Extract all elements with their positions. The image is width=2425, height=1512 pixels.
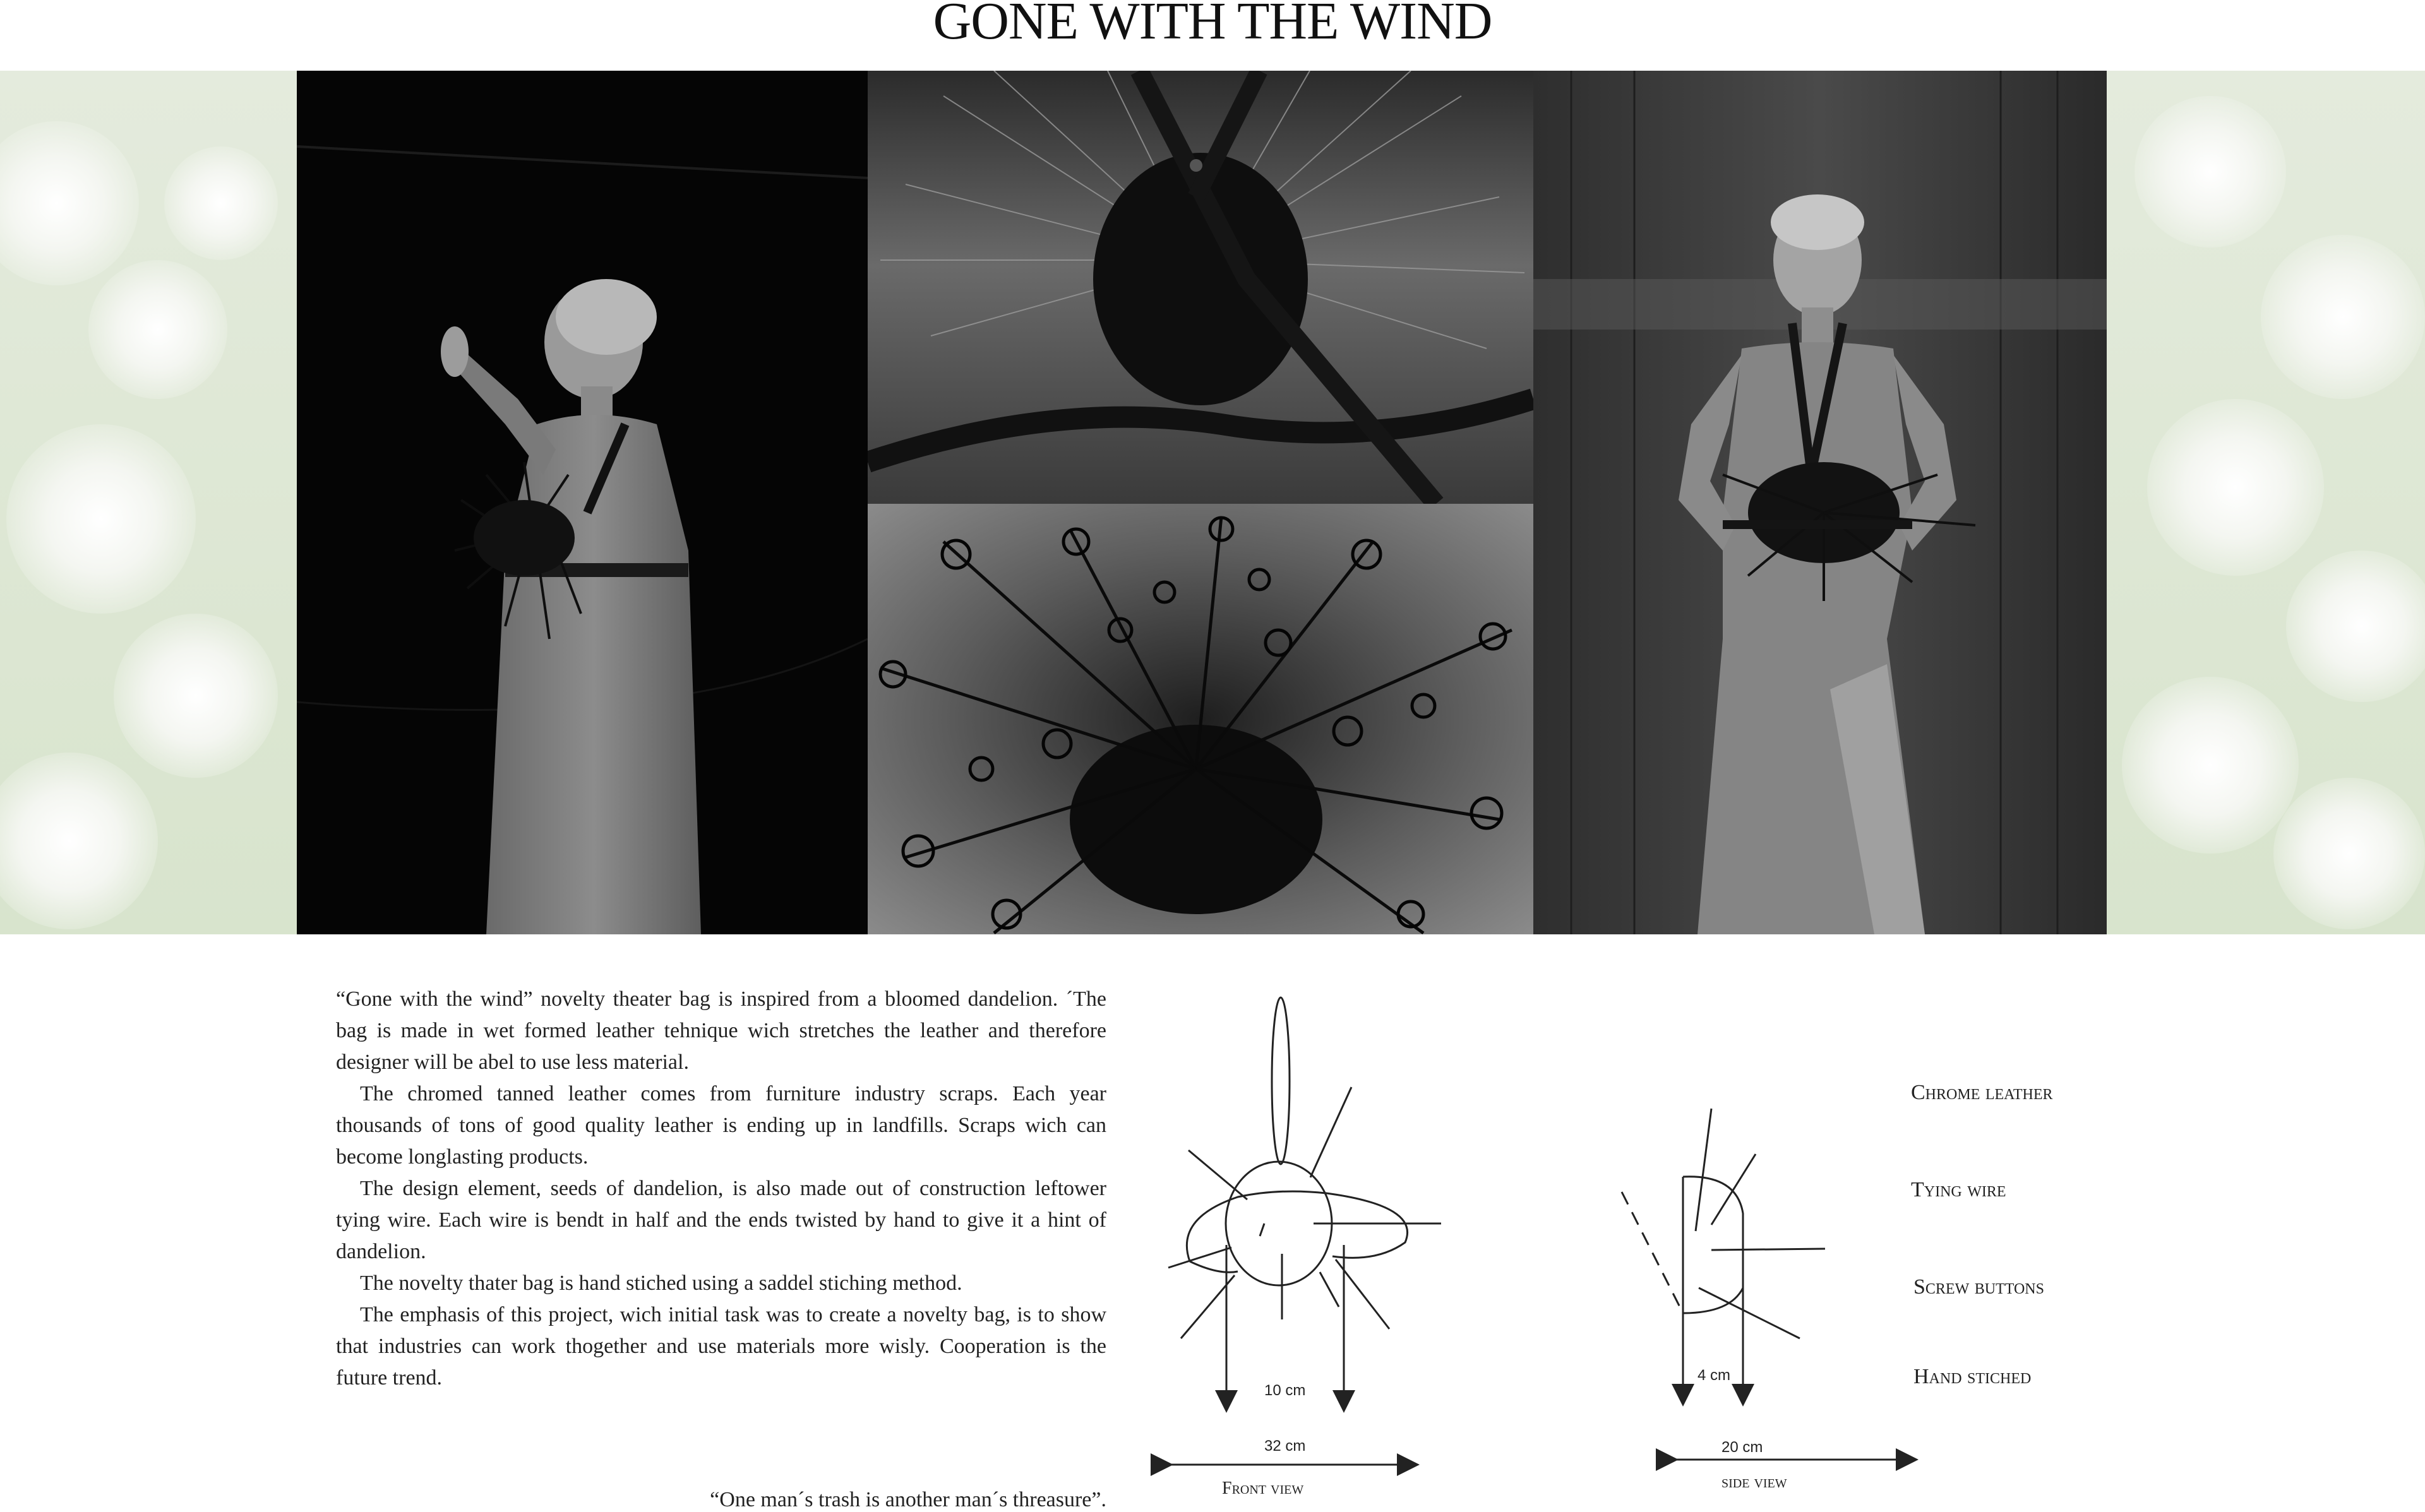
project-description (336, 984, 1106, 1394)
front-view-label: Front view (1222, 1479, 1304, 1498)
page-title: GONE WITH THE WIND (933, 0, 1492, 51)
side-view-drawing (1622, 1109, 1907, 1460)
legend-chrome-leather: Chrome leather (1911, 1081, 2053, 1104)
photo-wire-seeds (868, 504, 1533, 934)
photo-model-front (1533, 71, 2107, 934)
side-view-label: side view (1721, 1472, 1787, 1492)
description-paragraph: The novelty thater bag is hand stiched using a saddel stiching method. (360, 1271, 962, 1295)
front-view-width: 32 cm (1264, 1438, 1306, 1455)
description-paragraph: The emphasis of this project, wich initial task was to create a novelty bag, is to show that industries can work thogether and use materials more wisly. Cooperation is the future trend. (336, 1303, 1106, 1390)
front-view-height: 10 cm (1264, 1382, 1306, 1399)
legend-screw-buttons: Screw buttons (1913, 1275, 2044, 1299)
photo-model-profile (297, 71, 868, 934)
description-paragraph: “Gone with the wind” novelty theater bag is inspired from a bloomed dandelion. ´The bag is made in wet formed leather tehnique wich stretches the leather and therefore designer will be abel to use less material. (336, 987, 1106, 1074)
photo-bag-top (868, 71, 1533, 504)
legend-tying-wire: Tying wire (1911, 1178, 2006, 1201)
side-view-width: 20 cm (1721, 1439, 1763, 1456)
description-paragraph: The chromed tanned leather comes from furniture industry scraps. Each year thousands of tons of good quality leather is ending up in landfills. Scraps wich can become longlasting products. (336, 1082, 1106, 1169)
legend-hand-stiched: Hand stiched (1913, 1365, 2032, 1388)
description-paragraph: The design element, seeds of dandelion, is also made out of construction leftower tying wire. Each wire is bendt in half and the ends twisted by hand to give it a hint of dandelion. (336, 1177, 1106, 1263)
side-view-height: 4 cm (1698, 1367, 1731, 1384)
closing-quote: “One man´s trash is another man´s threasure”. (710, 1488, 1106, 1511)
technical-drawings (1124, 960, 1932, 1509)
